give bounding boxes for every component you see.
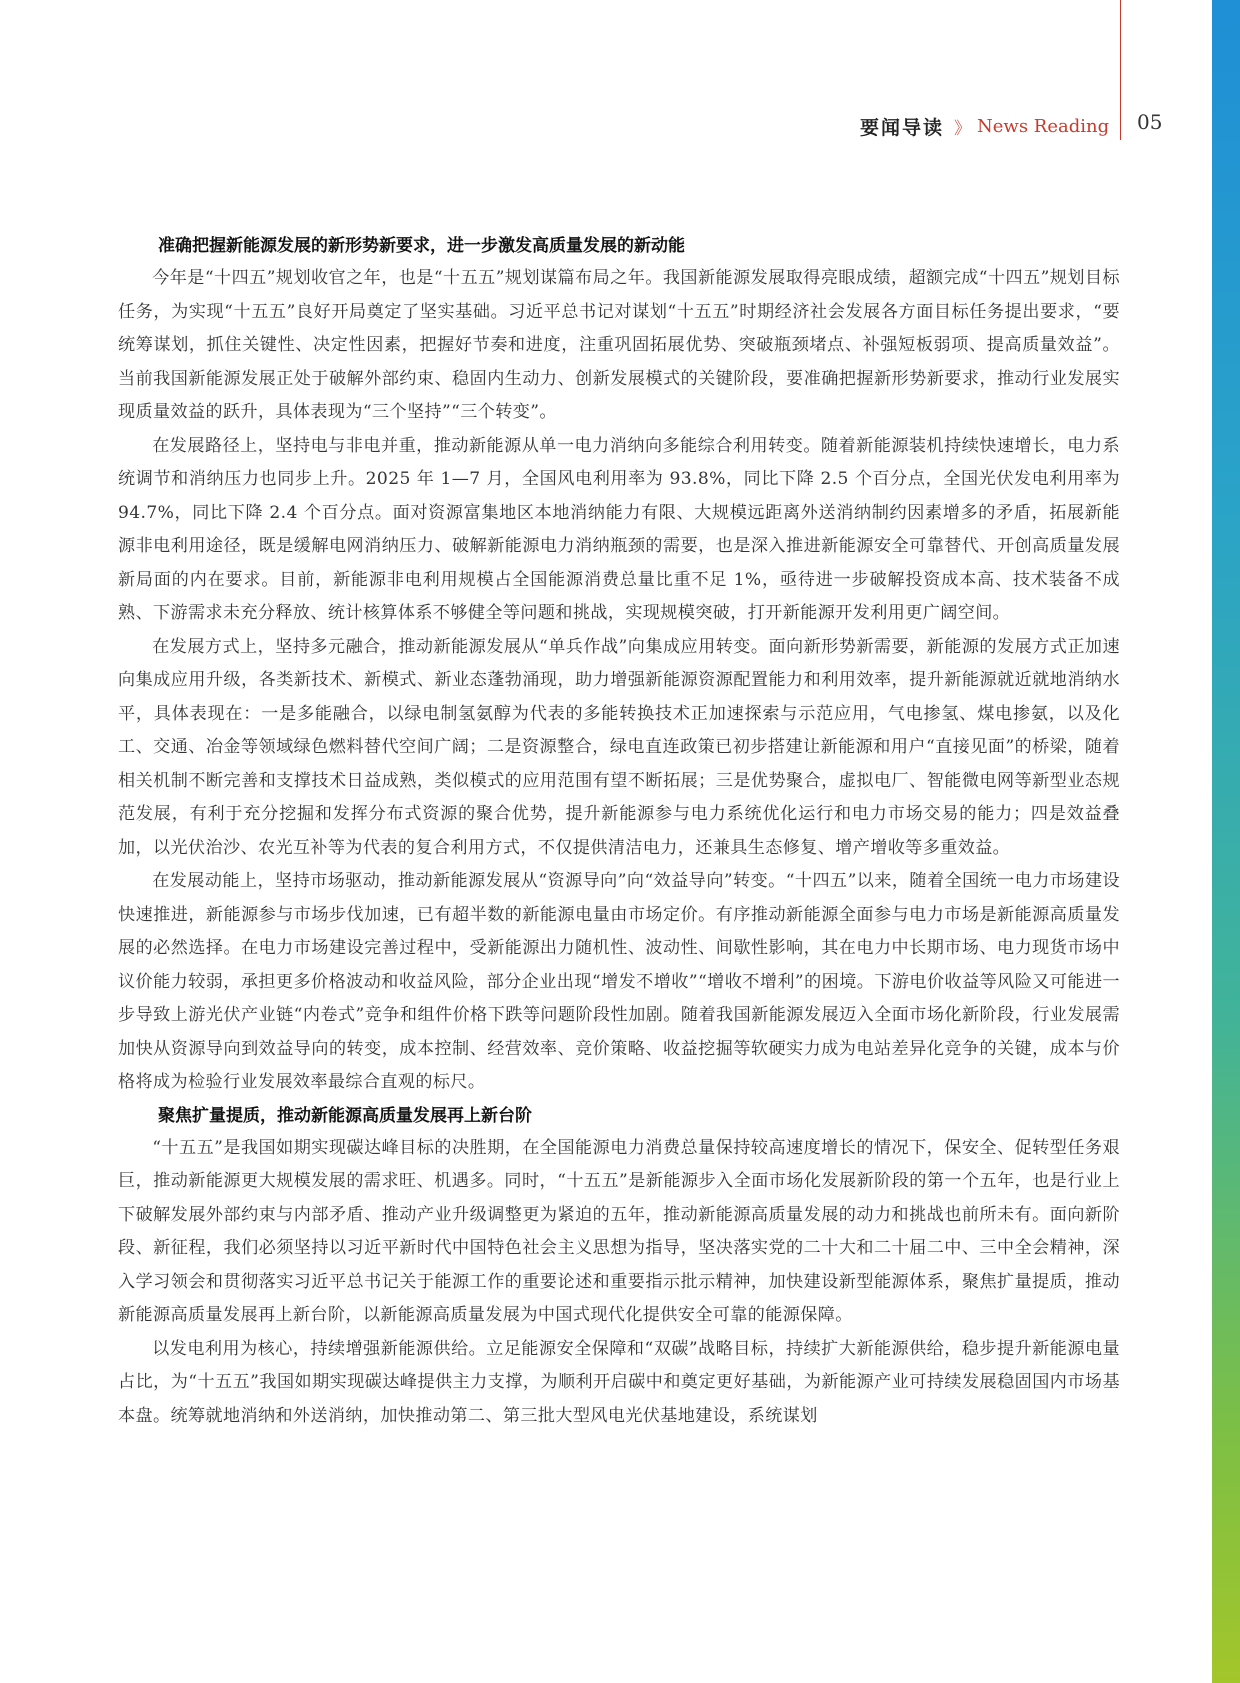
section-title-en: News Reading: [977, 115, 1110, 137]
section-heading: 准确把握新能源发展的新形势新要求，进一步激发高质量发展的新动能: [158, 236, 685, 256]
gradient-side-bar: [1212, 0, 1240, 1683]
paragraph: 在发展方式上，坚持多元融合，推动新能源发展从“单兵作战”向集成应用转变。面向新形势新需要，新能源的发展方式正加速向集成应用升级，各类新技术、新模式、新业态蓬勃涌现，助力增强新能源资源配置能力和利用效率，提升新能源就近就地消纳水平，具体表现在：一是多能融合，以绿电制氢氨醇为代表的多能转换技术正加速探索与示范应用，气电掺氢、煤电掺氨，以及化工、交通、冶金等领域绿色燃料替代空间广阔；二是资源整合，绿电直连政策已初步搭建让新能源和用户“直接见面”的桥梁，随着相关机制不断完善和支撑技术日益成熟，类似模式的应用范围有望不断拓展；三是优势聚合，虚拟电厂、智能微电网等新型业态规范发展，有利于充分挖掘和发挥分布式资源的聚合优势，提升新能源参与电力系统优化运行和电力市场交易的能力；四是效益叠加，以光伏治沙、农光互补等为代表的复合利用方式，不仅提供清洁电力，还兼具生态修复、增产增收等多重效益。: [118, 636, 1120, 858]
paragraph: 在发展动能上，坚持市场驱动，推动新能源发展从“资源导向”向“效益导向”转变。“十四五”以来，随着全国统一电力市场建设快速推进，新能源参与市场步伐加速，已有超半数的新能源电量由市场定价。有序推动新能源全面参与电力市场是新能源高质量发展的必然选择。在电力市场建设完善过程中，受新能源出力随机性、波动性、间歇性影响，其在电力中长期市场、电力现货市场中议价能力较弱，承担更多价格波动和收益风险，部分企业出现“增发不增收”“增收不增利”的困境。下游电价收益等风险又可能进一步导致上游光伏产业链“内卷式”竞争和组件价格下跌等问题阶段性加剧。随着我国新能源发展迈入全面市场化新阶段，行业发展需加快从资源导向到效益导向的转变，成本控制、经营效率、竞价策略、收益挖掘等软硬实力成为电站差异化竞争的关键，成本与价格将成为检验行业发展效率最综合直观的标尺。: [118, 871, 1120, 1092]
section-title-cn: 要闻导读: [860, 116, 945, 139]
paragraph: “十五五”是我国如期实现碳达峰目标的决胜期，在全国能源电力消费总量保持较高速度增长的情况下，保安全、促转型任务艰巨，推动新能源更大规模发展的需求旺、机遇多。同时，“十五五”是新能源步入全面市场化发展新阶段的第一个五年，也是行业上下破解发展外部约束与内部矛盾、推动产业升级调整更为紧迫的五年，推动新能源高质量发展的动力和挑战也前所未有。面向新阶段、新征程，我们必须坚持以习近平新时代中国特色社会主义思想为指导，坚决落实党的二十大和二十届二中、三中全会精神，深入学习领会和贯彻落实习近平总书记关于能源工作的重要论述和重要指示批示精神，加快建设新型能源体系，聚焦扩量提质，推动新能源高质量发展再上新台阶，以新能源高质量发展为中国式现代化提供安全可靠的能源保障。: [118, 1137, 1120, 1325]
paragraph: 今年是“十四五”规划收官之年，也是“十五五”规划谋篇布局之年。我国新能源发展取得亮眼成绩，超额完成“十四五”规划目标任务，为实现“十五五”良好开局奠定了坚实基础。习近平总书记对谋划“十五五”时期经济社会发展各方面目标任务提出要求，“要统筹谋划，抓住关键性、决定性因素，把握好节奏和进度，注重巩固拓展优势、突破瓶颈堵点、补强短板弱项、提高质量效益”。当前我国新能源发展正处于破解外部约束、稳固内生动力、创新发展模式的关键阶段，要准确把握新形势新要求，推动行业发展实现质量效益的跃升，具体表现为“三个坚持”“三个转变”。: [118, 268, 1120, 422]
page-header: [860, 110, 1130, 142]
double-chevron-icon: 》: [954, 118, 972, 139]
paragraph: 在发展路径上，坚持电与非电并重，推动新能源从单一电力消纳向多能综合利用转变。随着新能源装机持续快速增长，电力系统调节和消纳压力也同步上升。2025 年 1—7 月，全国风电利用率为 93.8%，同比下降 2.5 个百分点，全国光伏发电利用率为 94.7%，同比下降 2.4 个百分点。面对资源富集地区本地消纳能力有限、大规模远距离外送消纳制约因素增多的矛盾，拓展新能源非电利用途径，既是缓解电网消纳压力、破解新能源电力消纳瓶颈的需要，也是深入推进新能源安全可靠替代、开创高质量发展新局面的内在要求。目前，新能源非电利用规模占全国能源消费总量比重不足 1%，亟待进一步破解投资成本高、技术装备不成熟、下游需求未充分释放、统计核算体系不够健全等问题和挑战，实现规模突破，打开新能源开发利用更广阔空间。: [118, 435, 1120, 623]
paragraph: 以发电利用为核心，持续增强新能源供给。立足能源安全保障和“双碳”战略目标，持续扩大新能源供给，稳步提升新能源电量占比，为“十五五”我国如期实现碳达峰提供主力支撑，为顺利开启碳中和奠定更好基础，为新能源产业可持续发展稳固国内市场基本盘。统筹就地消纳和外送消纳，加快推动第二、第三批大型风电光伏基地建设，系统谋划: [118, 1338, 1120, 1426]
article-body: [118, 230, 1120, 1433]
page-number: 05: [1137, 110, 1163, 134]
section-heading: 聚焦扩量提质，推动新能源高质量发展再上新台阶: [158, 1105, 532, 1126]
